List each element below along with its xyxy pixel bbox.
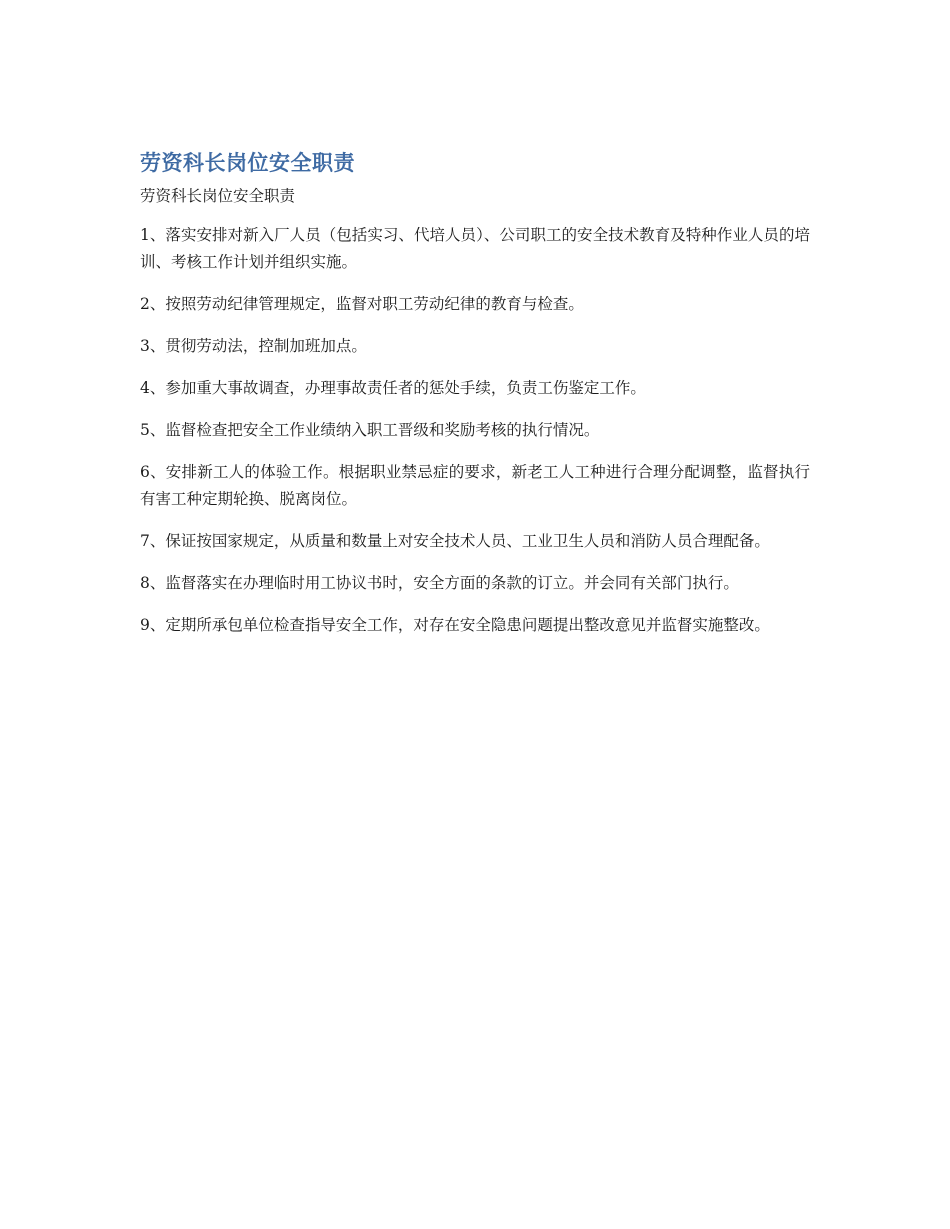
duty-item-2: 2、按照劳动纪律管理规定，监督对职工劳动纪律的教育与检查。: [140, 295, 584, 313]
duty-item-6: 6、安排新工人的体验工作。根据职业禁忌症的要求，新老工人工种进行合理分配调整，监督执行有害工种定期轮换、脱离岗位。: [140, 463, 810, 508]
duty-item-1: 1、落实安排对新入厂人员（包括实习、代培人员）、公司职工的安全技术教育及特种作业人员的培训、考核工作计划并组织实施。: [140, 226, 810, 271]
duty-item-7: 7、保证按国家规定，从质量和数量上对安全技术人员、工业卫生人员和消防人员合理配备。: [140, 532, 770, 550]
document-title: 劳资科长岗位安全职责: [140, 151, 355, 175]
duty-item-3: 3、贯彻劳动法，控制加班加点。: [140, 337, 367, 355]
duty-item-5: 5、监督检查把安全工作业绩纳入职工晋级和奖励考核的执行情况。: [140, 421, 600, 439]
document-page: [140, 148, 810, 654]
document-subtitle: 劳资科长岗位安全职责: [140, 187, 296, 205]
duty-item-4: 4、参加重大事故调查，办理事故责任者的惩处手续，负责工伤鉴定工作。: [140, 379, 646, 397]
duty-item-9: 9、定期所承包单位检查指导安全工作，对存在安全隐患问题提出整改意见并监督实施整改。: [140, 616, 770, 634]
duty-item-8: 8、监督落实在办理临时用工协议书时，安全方面的条款的订立。并会同有关部门执行。: [140, 574, 739, 592]
